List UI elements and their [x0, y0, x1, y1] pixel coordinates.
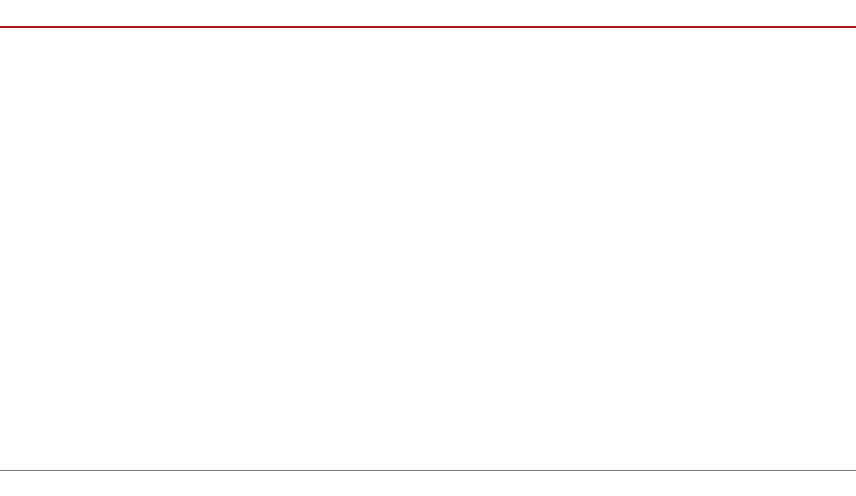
bottom-rule [0, 470, 856, 471]
